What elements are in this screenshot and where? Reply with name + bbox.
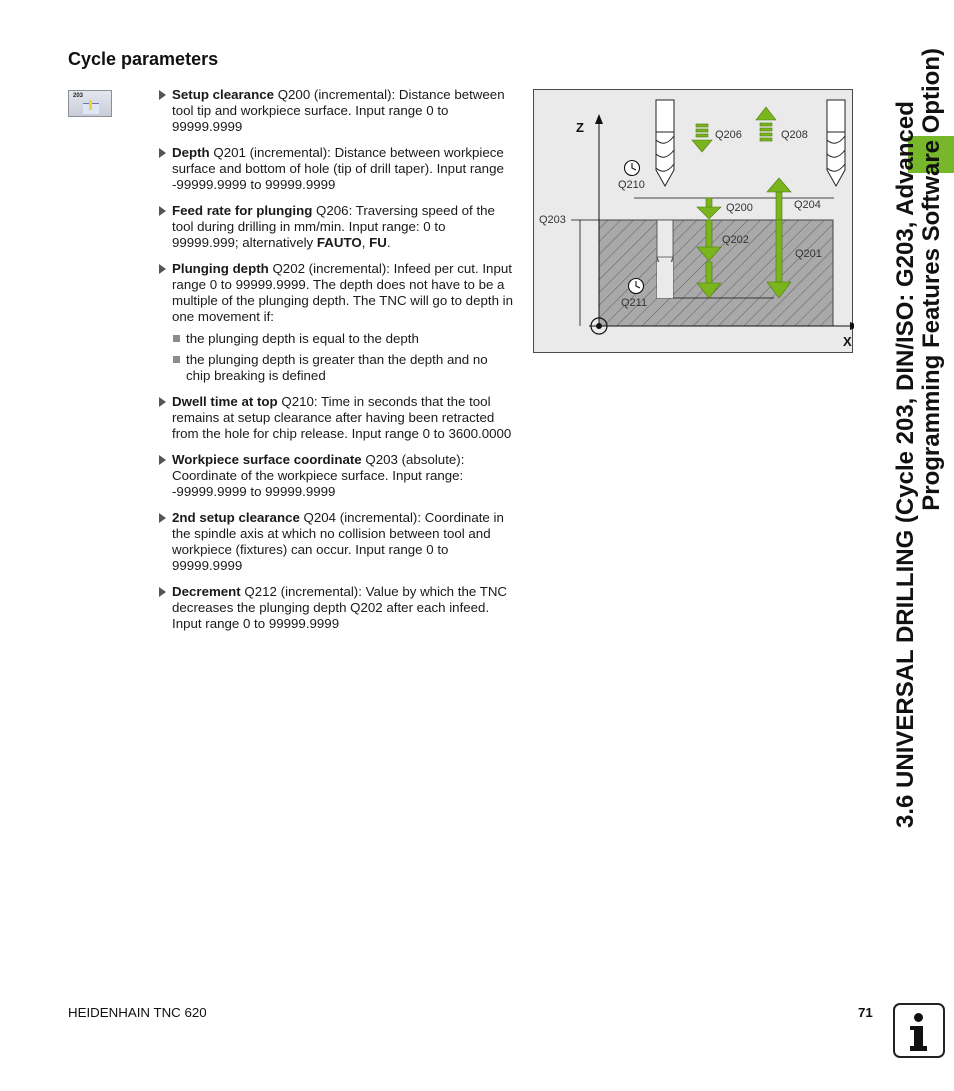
label-q203: Q203: [539, 214, 566, 226]
z-axis-arrow: [595, 114, 603, 124]
x-axis-arrow: [850, 322, 854, 330]
param-2nd-setup-clearance: [158, 510, 514, 574]
param-description: Q200 (incremental): Distance between tool tip and workpiece surface. Input range 0 to 99999.9999: [172, 87, 505, 134]
cycle-203-softkey-icon: [68, 90, 112, 117]
param-plunging-depth: [158, 261, 514, 325]
square-bullet-icon: [173, 335, 180, 342]
triangle-bullet-icon: [159, 90, 166, 100]
param-feed-rate: [158, 203, 514, 251]
param-description: Q203 (absolute): Coordinate of the workpiece surface. Input range: -99999.9999 to 99999.9999: [172, 452, 465, 499]
fu-keyword: FU: [369, 235, 387, 250]
chapter-side-title: [893, 48, 945, 828]
param-label: Plunging depth: [172, 261, 269, 276]
triangle-bullet-icon: [159, 455, 166, 465]
param-dwell-time: [158, 394, 514, 442]
workpiece-block: [599, 220, 833, 326]
param-description: Q212 (incremental): Value by which the TNC decreases the plunging depth Q202 after each infeed. Input range 0 to 99999.9999: [172, 584, 508, 631]
retract-up-arrow: [756, 107, 776, 141]
label-q202: Q202: [722, 234, 749, 246]
param-label: 2nd setup clearance: [172, 510, 300, 525]
param-description: Q210: Time in seconds that the tool remains at setup clearance after having been retracted from the hole for chip release. Input range 0 to 3600.0000: [172, 394, 512, 441]
condition-list: [172, 331, 514, 384]
q200-arrow: [697, 198, 721, 219]
triangle-bullet-icon: [159, 148, 166, 158]
feed-down-arrow: [692, 124, 712, 152]
side-title-line-1: 3.6 UNIVERSAL DRILLING (Cycle 203, DIN/ISO: G203, Advanced: [892, 101, 919, 828]
label-q211: Q211: [621, 297, 648, 309]
param-workpiece-surface: [158, 452, 514, 500]
triangle-bullet-icon: [159, 397, 166, 407]
param-label: Decrement: [172, 584, 241, 599]
drill-tool-left: [656, 100, 674, 186]
square-bullet-icon: [173, 356, 180, 363]
condition-text: the plunging depth is greater than the depth and no chip breaking is defined: [186, 352, 488, 383]
triangle-bullet-icon: [159, 206, 166, 216]
separator: ,: [361, 235, 370, 250]
origin-dot: [596, 323, 602, 329]
triangle-bullet-icon: [159, 587, 166, 597]
cycle-diagram: [533, 89, 853, 353]
condition-item: [186, 331, 514, 347]
triangle-bullet-icon: [159, 513, 166, 523]
info-icon: [893, 1003, 945, 1058]
sentence-end: .: [386, 235, 391, 250]
param-description: Q202 (incremental): Infeed per cut. Input range 0 to 99999.9999. The depth does not have to be a multiple of the plunging depth. The TNC will go to depth in one movement if:: [172, 261, 514, 324]
fauto-keyword: FAUTO: [316, 235, 362, 250]
param-depth: [158, 145, 514, 193]
param-description: Q206: Traversing speed of the tool during drilling in mm/min. Input range: 0 to 99999.999; alternatively: [172, 203, 495, 250]
param-label: Setup clearance: [172, 87, 274, 102]
param-description: Q201 (incremental): Distance between workpiece surface and bottom of hole (tip of drill taper). Input range -99999.9999 to 99999.9999: [172, 145, 504, 192]
param-label: Workpiece surface coordinate: [172, 452, 362, 467]
parameter-list: [158, 87, 514, 642]
x-axis-label: X: [843, 334, 852, 349]
label-q201: Q201: [795, 248, 822, 260]
page-number: 71: [858, 1005, 873, 1020]
param-label: Feed rate for plunging: [172, 203, 313, 218]
condition-text: the plunging depth is equal to the depth: [186, 331, 419, 346]
label-q200: Q200: [726, 202, 753, 214]
drill-tool-right: [827, 100, 845, 186]
param-setup-clearance: [158, 87, 514, 135]
side-title-line-2: Programming Features Software Option): [918, 48, 945, 511]
label-q206: Q206: [715, 129, 742, 141]
cycle-number: 203: [73, 93, 84, 99]
param-description: Q204 (incremental): Coordinate in the spindle axis at which no collision between tool and workpiece (fixtures) can occur. Input range 0 to 99999.9999: [172, 510, 504, 573]
section-heading: Cycle parameters: [68, 49, 219, 69]
footer-manual-name: HEIDENHAIN TNC 620: [68, 1005, 207, 1020]
param-label: Depth: [172, 145, 210, 160]
label-q204: Q204: [794, 199, 821, 211]
param-label: Dwell time at top: [172, 394, 278, 409]
hole-bottom: [657, 262, 673, 298]
condition-item: [186, 352, 514, 384]
z-axis-label: Z: [576, 120, 584, 135]
param-decrement: [158, 584, 514, 632]
dwell-clock-icon-top: [625, 161, 640, 176]
label-q210: Q210: [618, 179, 645, 191]
drill-symbol-icon: [83, 103, 99, 114]
dwell-clock-icon-bottom: [629, 279, 644, 294]
triangle-bullet-icon: [159, 264, 166, 274]
diagram-svg: [534, 90, 854, 354]
label-q208: Q208: [781, 129, 808, 141]
